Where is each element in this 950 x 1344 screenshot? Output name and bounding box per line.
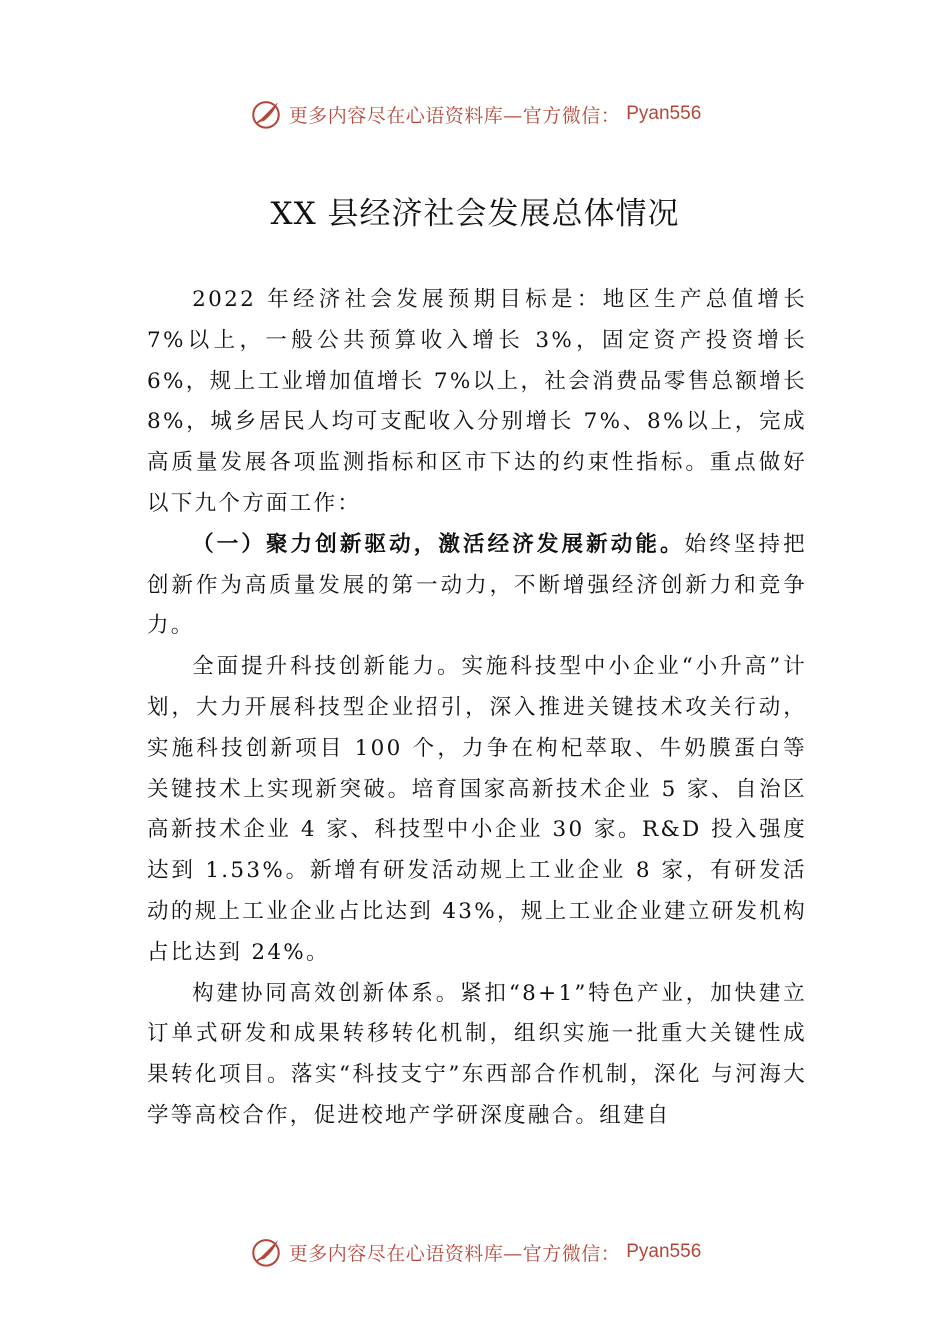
paragraph-4-text: 构建协同高效创新体系。紧扣“8+1”特色产业，加快建立订单式研发和成果转移转化机制，组织实施一批重大关键性成果转化项目。落实“科技支宁”东西部合作机制，深化 与河海大学等高校合作，促进校地产学研深度融合。组建自	[147, 980, 807, 1128]
paragraph-2-lead: （一）聚力创新驱动，激活经济发展新动能。	[192, 531, 685, 557]
paragraph-1-text: 2022 年经济社会发展预期目标是：地区生产总值增长 7%以上，一般公共预算收入增长 3%，固定资产投资增长 6%，规上工业增加值增长 7%以上，社会消费品零售总额增长 8%，城乡居民人均可支配收入分别增长 7%、8%以上，完成高质量发展各项监测指标和区市下达的约束性指标。重点做好以下九个方面工作：	[147, 287, 807, 516]
paragraph-2	[147, 525, 807, 647]
paragraph-3-text: 全面提升科技创新能力。实施科技型中小企业“小升高”计划，大力开展科技型企业招引，深入推进关键技术攻关行动，实施科技创新项目 100 个，力争在枸杞萃取、牛奶膜蛋白等关键技术上实现新突破。培育国家高新技术企业 5 家、自治区高新技术企业 4 家、科技型中小企业 30 家。R&D 投入强度达到 1.53%。新增有研发活动规上工业企业 8 家，有研发活动的规上工业企业占比达到 43%，规上工业企业建立研发机构占比达到 24%。	[147, 654, 807, 965]
paragraph-1	[147, 280, 807, 525]
watermark-header	[0, 94, 950, 134]
watermark-text: 更多内容尽在心语资料库—官方微信：	[288, 104, 621, 127]
watermark-wechat-id: Pyan556	[626, 103, 702, 124]
paragraph-3	[147, 647, 807, 973]
quill-logo-icon	[249, 1235, 283, 1269]
watermark-footer	[0, 1232, 950, 1272]
document-body	[147, 280, 807, 1137]
paragraph-2-text: 始终坚持把创新作为高质量发展的第一动力，不断增强经济创新力和竞争力。	[147, 531, 807, 639]
page-title: XX 县经济社会发展总体情况	[270, 196, 680, 232]
quill-logo-icon	[249, 97, 283, 131]
paragraph-4	[147, 974, 807, 1137]
watermark-text: 更多内容尽在心语资料库—官方微信：	[288, 1242, 621, 1265]
watermark-wechat-id: Pyan556	[626, 1241, 702, 1262]
